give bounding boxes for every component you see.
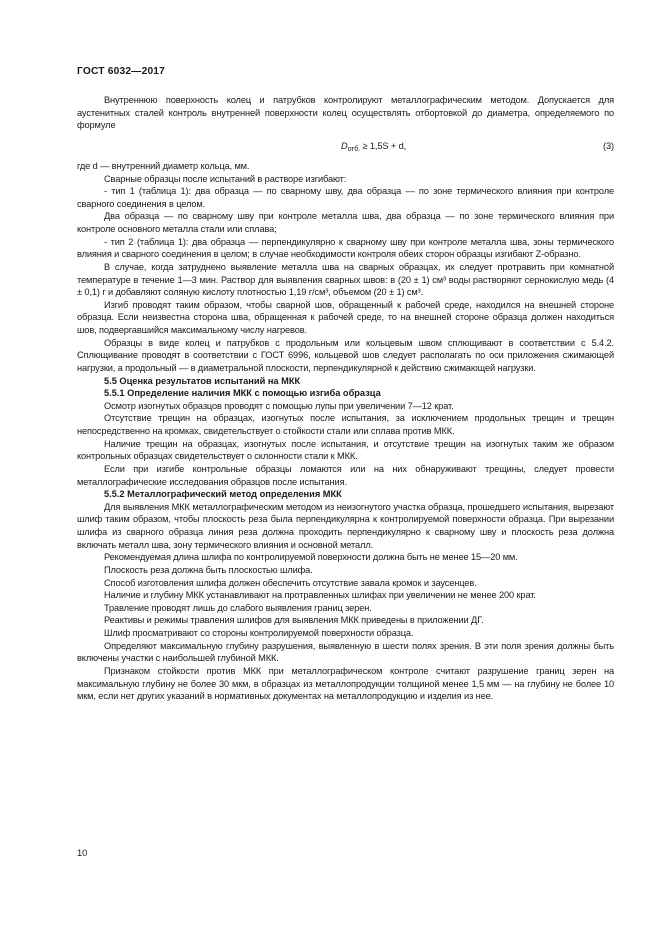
paragraph: Два образца — по сварному шву при контроле металла шва, два образца — по зоне термического влияния при контроле основного металла стали или сплава; <box>77 211 614 234</box>
paragraph: Внутреннюю поверхность колец и патрубков контролируют металлографическим методом. Допускается для аустенитных сталей контроль внутренней поверхности колец осуществлять отбортовкой до диаметра, определяемого по формуле <box>77 95 614 131</box>
paragraph: Для выявления МКК металлографическим методом из неизогнутого участка образца, прошедшего испытания, вырезают шлиф таким образом, чтобы плоскость реза была перпендикулярна к контролируемой поверхности образца. При вырезании шлифа из сварного образца линия реза должна проходить перпендикулярно к сварному шву и плоскость реза должна включать металл шва, зону термического влияния и основной металл. <box>77 501 614 550</box>
paragraph: Сварные образцы после испытаний в растворе изгибают: <box>104 173 347 184</box>
paragraph: Определяют максимальную глубину разрушения, выявленную в шести полях зрения. В эти поля зрения должны быть включены участки с наибольшей глубиной МКК. <box>77 640 614 664</box>
formula <box>77 140 614 154</box>
formula-number: (3) <box>603 140 614 151</box>
formula-lhs-symbol: D <box>341 140 348 151</box>
paragraph: Образцы в виде колец и патрубков с продольным или кольцевым швом сплющивают в соответствии с 5.4.2. Сплющивание проводят в соответствии с ГОСТ 6996, кольцевой шов следует располагать по оси приложения сжимающей нагрузки, а продольный — в диаметральной плоскости, перпендикулярной к действию сжимающей нагрузки. <box>77 337 614 373</box>
paragraph: Травление проводят лишь до слабого выявления границ зерен. <box>104 602 372 613</box>
list-item: - тип 1 (таблица 1): два образца — по сварному шву, два образца — по зоне термического влияния при контроле сварного соединения в целом. <box>77 186 614 209</box>
paragraph: Наличие и глубину МКК устанавливают на протравленных шлифах при увеличении не менее 200 крат. <box>104 590 536 601</box>
subsection-heading: 5.5.2 Металлографический метод определения МКК <box>104 489 342 500</box>
paragraph: В случае, когда затруднено выявление металла шва на сварных образцах, их следует протравить при комнатной температуре в течение 1—3 мин. Раствор для выявления сварных швов: в (20 ± 1) см³ воды растворяют сернокислую медь (4 ± 0,1) г и добавляют соляную кислоту плотностью 1,19 г/см³, объемом (20 ± 1) см³. <box>77 261 614 298</box>
section-heading: 5.5 Оценка результатов испытаний на МКК <box>104 375 301 386</box>
paragraph: Плоскость реза должна быть плоскостью шлифа. <box>104 564 313 575</box>
paragraph: Шлиф просматривают со стороны контролируемой поверхности образца. <box>104 628 414 638</box>
page-number: 10 <box>77 848 88 858</box>
paragraph: где d — внутренний диаметр кольца, мм. <box>77 160 250 171</box>
paragraph: Изгиб проводят таким образом, чтобы сварной шов, обращенный к рабочей среде, находился на внешней стороне образца. Если неизвестна сторона шва, обращенная к рабочей среде, то на внешней стороне образца должен находиться шов, подвергавшийся максимальному числу нагревов. <box>77 299 614 335</box>
document-header: ГОСТ 6032—2017 <box>77 66 166 77</box>
formula-lhs-subscript: отб. <box>347 145 360 153</box>
subsection-heading: 5.5.1 Определение наличия МКК с помощью изгиба образца <box>104 388 381 399</box>
formula-rhs: ≥ 1,5S + d, <box>359 140 407 151</box>
paragraph: Признаком стойкости против МКК при металлографическом контроле считают разрушение границ зерен на максимальную глубину не более 30 мкм, в образцах из металлопродукции толщиной менее 1,5 мм — на глубину не более 10 мкм, если нет других указаний в нормативных документах на металлопродукцию и изделия из нее. <box>77 665 614 702</box>
paragraph: Способ изготовления шлифа должен обеспечить отсутствие завала кромок и заусенцев. <box>104 577 477 588</box>
list-item: - тип 2 (таблица 1): два образца — перпендикулярно к сварному шву при контроле металла шва, зоны термического влияния и сварного соединения в целом; в случае необходимости контроля обеих сторон образцы изгибают Z-образно. <box>77 236 614 260</box>
paragraph: Если при изгибе контрольные образцы ломаются или на них обнаруживают трещины, следует провести металлографические исследования образцов после испытания. <box>77 463 614 487</box>
document-body <box>77 94 614 703</box>
paragraph: Рекомендуемая длина шлифа по контролируемой поверхности должна быть не менее 15—20 мм. <box>104 552 518 563</box>
paragraph: Наличие трещин на образцах, изогнутых после испытания, и отсутствие трещин на изогнутых таким же образом контрольных образцах свидетельствует о склонности стали к МКК. <box>77 438 614 462</box>
paragraph: Реактивы и режимы травления шлифов для выявления МКК приведены в приложении ДГ. <box>104 615 484 626</box>
paragraph: Отсутствие трещин на образцах, изогнутых после испытания, за исключением продольных трещин и трещин непосредственно на кромках, свидетельствует о стойкости стали или сплава против МКК. <box>77 413 614 436</box>
formula-expression <box>341 140 406 157</box>
paragraph: Осмотр изогнутых образцов проводят с помощью лупы при увеличении 7—12 крат. <box>104 400 454 411</box>
